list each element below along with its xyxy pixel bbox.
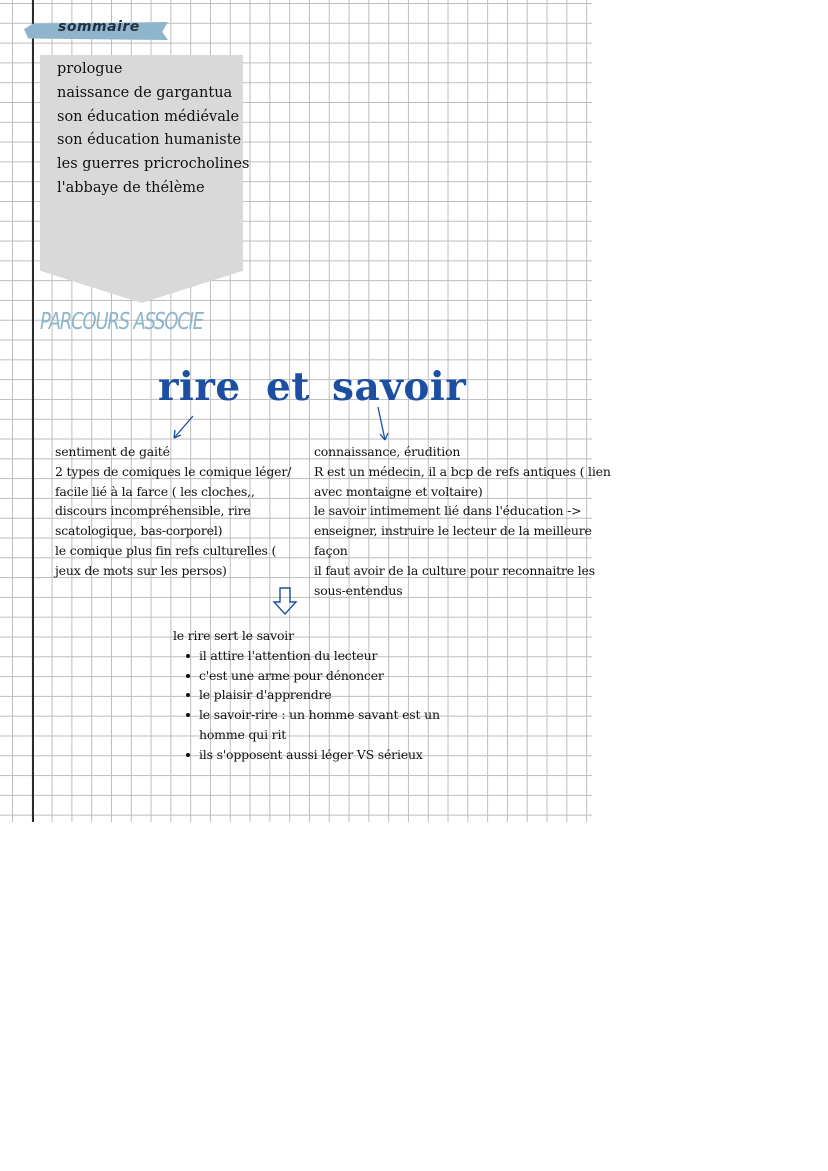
rire-line: sentiment de gaité bbox=[55, 444, 170, 459]
parcours-heading: PARCOURS ASSOCIE bbox=[40, 309, 203, 335]
summary-list bbox=[57, 58, 249, 201]
rire-line: jeux de mots sur les persos) bbox=[55, 562, 227, 578]
summary-item: son éducation humaniste bbox=[57, 132, 242, 149]
savoir-line: il faut avoir de la culture pour reconnaitre les bbox=[314, 562, 595, 578]
conclusion-heading: le rire sert le savoir bbox=[173, 628, 294, 643]
conclusion-bullet: c'est une arme pour dénoncer bbox=[199, 666, 440, 686]
rire-line: le comique plus fin refs culturelles ( bbox=[55, 542, 277, 558]
sommaire-title: sommaire bbox=[58, 19, 140, 35]
title-savoir: savoir bbox=[332, 364, 467, 410]
summary-item: les guerres pricrocholines bbox=[57, 156, 250, 173]
summary-item: l'abbaye de thélème bbox=[57, 179, 205, 196]
savoir-line: sous-entendus bbox=[314, 582, 403, 598]
summary-item: naissance de gargantua bbox=[57, 84, 233, 101]
rire-line: 2 types de comiques le comique léger/ bbox=[55, 463, 292, 479]
title-et: et bbox=[266, 364, 310, 410]
savoir-column bbox=[314, 442, 611, 600]
conclusion-list bbox=[173, 646, 440, 765]
rire-column bbox=[55, 442, 291, 581]
conclusion-block bbox=[173, 626, 440, 765]
rire-line: scatologique, bas-corporel) bbox=[55, 523, 223, 539]
savoir-line: enseigner, instruire le lecteur de la meilleure bbox=[314, 523, 592, 539]
savoir-line: avec montaigne et voltaire) bbox=[314, 483, 483, 499]
conclusion-bullet: il attire l'attention du lecteur bbox=[199, 646, 440, 666]
rire-line: discours incompréhensible, rire bbox=[55, 503, 251, 519]
savoir-line: R est un médecin, il a bcp de refs antiques ( lien bbox=[314, 463, 611, 479]
title-rire: rire bbox=[158, 364, 241, 410]
savoir-line: façon bbox=[314, 542, 348, 558]
conclusion-bullet: le plaisir d'apprendre bbox=[199, 685, 440, 705]
rire-line: facile lié à la farce ( les cloches,, bbox=[55, 483, 255, 499]
savoir-line: le savoir intimement lié dans l'éducation -> bbox=[314, 503, 582, 519]
summary-item: son éducation médiévale bbox=[57, 108, 240, 125]
summary-item: prologue bbox=[57, 61, 123, 77]
conclusion-bullet: ils s'opposent aussi léger VS sérieux bbox=[199, 745, 440, 765]
savoir-line: connaissance, érudition bbox=[314, 444, 461, 459]
conclusion-bullet: le savoir-rire : un homme savant est un homme qui rit bbox=[199, 705, 440, 745]
margin-line bbox=[32, 0, 34, 822]
